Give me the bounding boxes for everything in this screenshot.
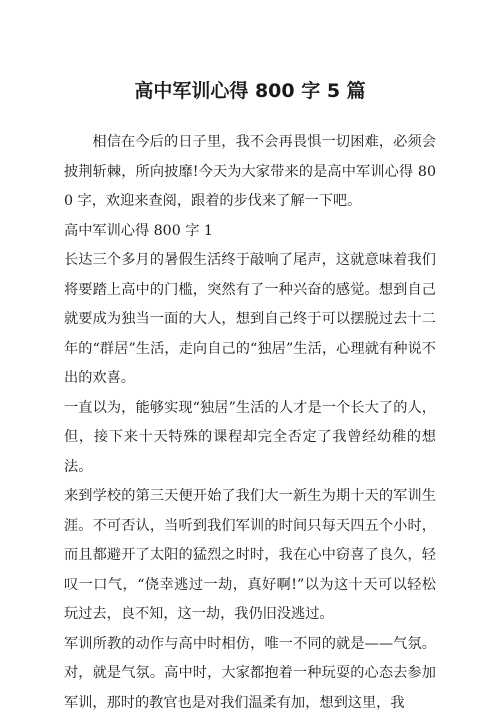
body-paragraph-1: 长达三个多月的暑假生活终于敲响了尾声，这就意味着我们将要踏上高中的门槛，突然有了一种兴奋的感觉。想到自己就要成为独当一面的大人，想到自己终于可以摆脱过去十二年的“群居”生活，走向自己的“独居”生活，心理就有种说不出的欢喜。 [64, 246, 436, 394]
body-paragraph-2: 一直以为，能够实现“独居”生活的人才是一个长大了的人，但，接下来十天特殊的课程却完全否定了我曾经幼稚的想法。 [64, 394, 436, 483]
body-paragraph-4: 军训所教的动作与高中时相仿，唯一不同的就是——气氛。对，就是气氛。高中时，大家都抱着一种玩耍的心态去参加军训，那时的教官也是对我们温柔有加，想到这里，我 [64, 630, 436, 718]
body-paragraph-3: 来到学校的第三天便开始了我们大一新生为期十天的军训生涯。不可否认，当听到我们军训的时间只每天四五个小时，而且都避开了太阳的猛烈之时时，我在心中窃喜了良久，轻叹一口气，“侥幸逃过一劫，真好啊!”以为这十天可以轻松玩过去，良不知，这一劫，我仍旧没逃过。 [64, 482, 436, 630]
section-heading: 高中军训心得 800 字 1 [64, 217, 436, 247]
document-title: 高中军训心得 800 字 5 篇 [64, 78, 436, 104]
intro-paragraph: 相信在今后的日子里，我不会再畏惧一切困难，必须会披荆斩棘，所向披靡!今天为大家带来的是高中军训心得 800 字，欢迎来查阅，跟着的步伐来了解一下吧。 [64, 128, 436, 217]
